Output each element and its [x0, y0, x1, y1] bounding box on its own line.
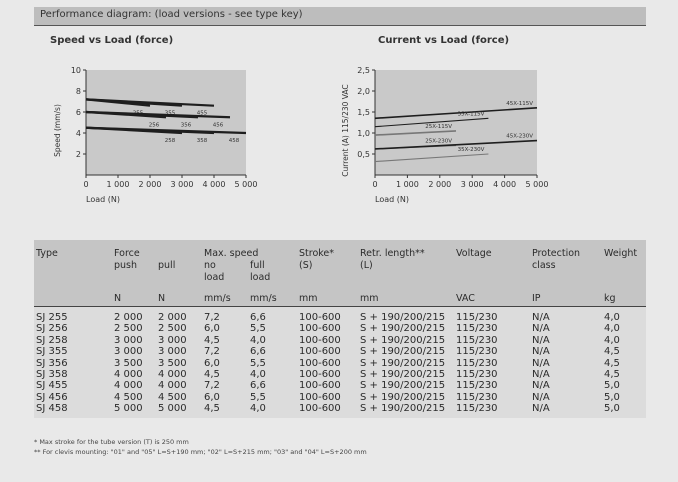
table-cell: 6,0	[204, 323, 220, 335]
x-tick-label: 1 000	[395, 180, 419, 189]
table-cell: 115/230	[456, 357, 498, 369]
table-cell: 4 000	[114, 369, 143, 380]
table-cell: 2 500	[158, 323, 187, 335]
unit-voltage: VAC	[456, 293, 475, 304]
table-cell: N/A	[532, 380, 550, 392]
specs-table	[34, 240, 646, 418]
x-tick-label: 5 000	[234, 180, 258, 189]
x-tick-label: 4 000	[493, 180, 517, 189]
series-label: 456	[212, 122, 224, 129]
y-tick-label: 1,0	[357, 129, 370, 138]
table-cell: S + 190/200/215	[360, 380, 446, 392]
unit-no-load: mm/s	[204, 293, 231, 304]
table-cell: 4,0	[250, 403, 266, 415]
table-cell: 2 000	[114, 312, 143, 323]
table-cell: 4,0	[604, 323, 620, 335]
table-cell: 4,0	[604, 312, 620, 323]
header-force: Force	[114, 248, 140, 259]
series-label: 25X-115V	[425, 123, 452, 130]
table-cell: S + 190/200/215	[360, 346, 446, 358]
table-cell: SJ 256	[36, 323, 68, 335]
table-cell: SJ 458	[36, 403, 68, 415]
unit-full-load: mm/s	[250, 293, 277, 304]
x-tick-label: 2 000	[428, 180, 452, 189]
table-cell: 4,0	[250, 369, 266, 380]
header-push: push	[114, 260, 138, 271]
footnote-2: ** For clevis mounting: "01" and "05" L=S+190 mm; "02" L=S+215 mm; "03" and "04" L=S+200 mm	[34, 448, 367, 456]
x-tick-label: 5 000	[525, 180, 549, 189]
table-cell: S + 190/200/215	[360, 369, 446, 380]
table-cell: S + 190/200/215	[360, 323, 446, 335]
series-label: 45X-115V	[506, 100, 533, 107]
table-cell: 4 000	[114, 380, 143, 392]
series-label: 25X-230V	[425, 138, 452, 145]
x-tick-label: 1 000	[106, 180, 130, 189]
table-cell: 100-600	[299, 312, 341, 323]
unit-weight: kg	[604, 293, 616, 304]
series-label: 455	[196, 110, 208, 117]
series-label: 35X-115V	[457, 111, 485, 118]
y-tick-label: 8	[75, 87, 81, 96]
performance-charts	[0, 0, 678, 240]
table-row	[34, 380, 646, 391]
table-cell: 7,2	[204, 380, 220, 392]
table-cell: 4,5	[604, 357, 620, 369]
table-cell: 100-600	[299, 391, 341, 403]
table-cell: 100-600	[299, 323, 341, 335]
x-tick-label: 4 000	[202, 180, 226, 189]
table-cell: 4 000	[158, 380, 187, 392]
y-axis-label: Speed (mm/s)	[53, 104, 62, 157]
x-tick-label: 3 000	[170, 180, 194, 189]
y-tick-label: 6	[75, 108, 81, 117]
table-cell: N/A	[532, 312, 550, 323]
units-row	[34, 292, 646, 307]
table-cell: 3 500	[114, 357, 143, 369]
series-label: 458	[228, 138, 240, 144]
series-label: 255	[132, 110, 144, 117]
table-cell: 100-600	[299, 357, 341, 369]
table-row	[34, 312, 646, 323]
header-stroke: Stroke*	[299, 248, 335, 259]
y-axis-label: Current (A) 115/230 VAC	[341, 84, 350, 177]
unit-push: N	[114, 293, 122, 304]
table-cell: 100-600	[299, 369, 341, 380]
table-cell: N/A	[532, 357, 550, 369]
table-cell: 3 000	[158, 346, 187, 358]
table-cell: 4,5	[204, 369, 220, 380]
table-cell: SJ 255	[36, 312, 68, 323]
table-cell: S + 190/200/215	[360, 391, 446, 403]
y-tick-label: 0,5	[357, 150, 370, 159]
section-title: Performance diagram: (load versions - see type key)	[40, 9, 303, 20]
table-row	[34, 403, 646, 414]
header-max-speed: Max. speed	[204, 248, 259, 259]
table-cell: 3 500	[158, 357, 187, 369]
table-cell: 4 500	[158, 391, 187, 403]
table-cell: SJ 456	[36, 391, 68, 403]
table-cell: 4,5	[204, 334, 220, 346]
header-stroke-s: (S)	[299, 260, 313, 271]
table-cell: N/A	[532, 403, 550, 415]
x-tick-label: 3 000	[460, 180, 484, 189]
table-cell: 115/230	[456, 380, 498, 392]
table-cell: 5,0	[604, 403, 620, 415]
table-cell: SJ 358	[36, 369, 68, 380]
table-cell: 5 000	[158, 403, 187, 415]
x-tick-label: 2 000	[138, 180, 162, 189]
table-cell: 6,0	[204, 357, 220, 369]
plot-area	[375, 70, 537, 175]
header-type: Type	[36, 248, 58, 259]
table-cell: N/A	[532, 391, 550, 403]
header-retr-length: Retr. length**	[360, 248, 425, 259]
table-cell: 4 000	[158, 369, 187, 380]
footnote-1: * Max stroke for the tube version (T) is 250 mm	[34, 438, 189, 446]
y-tick-label: 10	[70, 66, 81, 75]
table-cell: 115/230	[456, 312, 498, 323]
table-cell: S + 190/200/215	[360, 334, 446, 346]
table-cell: 3 000	[114, 346, 143, 358]
y-tick-label: 2,5	[357, 66, 370, 75]
table-cell: 6,6	[250, 312, 266, 323]
table-cell: N/A	[532, 334, 550, 346]
table-cell: SJ 455	[36, 380, 68, 392]
table-row	[34, 392, 646, 403]
table-cell: N/A	[532, 369, 550, 380]
table-row	[34, 323, 646, 334]
series-label: 355	[164, 110, 176, 117]
unit-retr: mm	[360, 293, 379, 304]
y-tick-label: 4	[75, 129, 81, 138]
header-retr-l: (L)	[360, 260, 373, 271]
header-voltage: Voltage	[456, 248, 492, 259]
table-cell: S + 190/200/215	[360, 312, 446, 323]
table-cell: N/A	[532, 323, 550, 335]
table-cell: 3 000	[114, 334, 143, 346]
table-cell: 5,0	[604, 391, 620, 403]
table-cell: 115/230	[456, 403, 498, 415]
table-cell: SJ 258	[36, 334, 68, 346]
table-cell: N/A	[532, 346, 550, 358]
table-cell: 5,5	[250, 391, 266, 403]
table-cell: 6,6	[250, 380, 266, 392]
table-cell: 115/230	[456, 369, 498, 380]
table-row	[34, 346, 646, 357]
series-label: 358	[196, 138, 208, 144]
table-cell: 6,0	[204, 391, 220, 403]
current-chart-title: Current vs Load (force)	[378, 35, 510, 46]
x-axis-label: Load (N)	[86, 195, 120, 204]
table-cell: 100-600	[299, 380, 341, 392]
table-cell: 5,5	[250, 323, 266, 335]
y-tick-label: 2,0	[357, 87, 370, 96]
table-row	[34, 335, 646, 346]
series-label: 356	[180, 122, 192, 129]
table-cell: 2 500	[114, 323, 143, 335]
header-weight: Weight	[604, 248, 638, 259]
unit-pull: N	[158, 293, 166, 304]
table-cell: 7,2	[204, 346, 220, 358]
table-cell: S + 190/200/215	[360, 357, 446, 369]
table-cell: 5,0	[604, 380, 620, 392]
y-tick-label: 2	[75, 150, 81, 159]
table-cell: 115/230	[456, 334, 498, 346]
table-cell: 4,5	[204, 403, 220, 415]
header-no-load: no load	[204, 260, 225, 283]
table-cell: 100-600	[299, 346, 341, 358]
table-cell: 4,0	[250, 334, 266, 346]
table-cell: 7,2	[204, 312, 220, 323]
x-tick-label: 0	[372, 180, 378, 189]
table-cell: 115/230	[456, 323, 498, 335]
header-pull: pull	[158, 260, 176, 271]
table-cell: 100-600	[299, 403, 341, 415]
table-cell: 4,5	[604, 369, 620, 380]
header-protection: Protection class	[532, 248, 581, 271]
table-cell: 115/230	[456, 346, 498, 358]
table-cell: 6,6	[250, 346, 266, 358]
table-cell: 100-600	[299, 334, 341, 346]
table-cell: 3 000	[158, 334, 187, 346]
table-cell: 4 500	[114, 391, 143, 403]
table-header	[34, 240, 646, 292]
table-cell: 115/230	[456, 391, 498, 403]
table-cell: 4,0	[604, 334, 620, 346]
table-cell: SJ 356	[36, 357, 68, 369]
speed-chart-title: Speed vs Load (force)	[50, 35, 174, 46]
x-tick-label: 0	[83, 180, 89, 189]
table-cell: SJ 355	[36, 346, 68, 358]
table-cell: 5,5	[250, 357, 266, 369]
series-label: 45X-230V	[506, 133, 533, 140]
series-label: 258	[164, 138, 176, 144]
table-cell: 2 000	[158, 312, 187, 323]
series-label: 256	[148, 122, 160, 129]
table-row	[34, 369, 646, 380]
y-tick-label: 1,5	[357, 108, 370, 117]
table-cell: 5 000	[114, 403, 143, 415]
unit-protection: IP	[532, 293, 541, 304]
table-cell: 4,5	[604, 346, 620, 358]
series-label: 35X-230V	[457, 147, 485, 153]
unit-stroke: mm	[299, 293, 318, 304]
header-full-load: full load	[250, 260, 271, 283]
table-row	[34, 358, 646, 369]
table-cell: S + 190/200/215	[360, 403, 446, 415]
x-axis-label: Load (N)	[375, 195, 409, 204]
